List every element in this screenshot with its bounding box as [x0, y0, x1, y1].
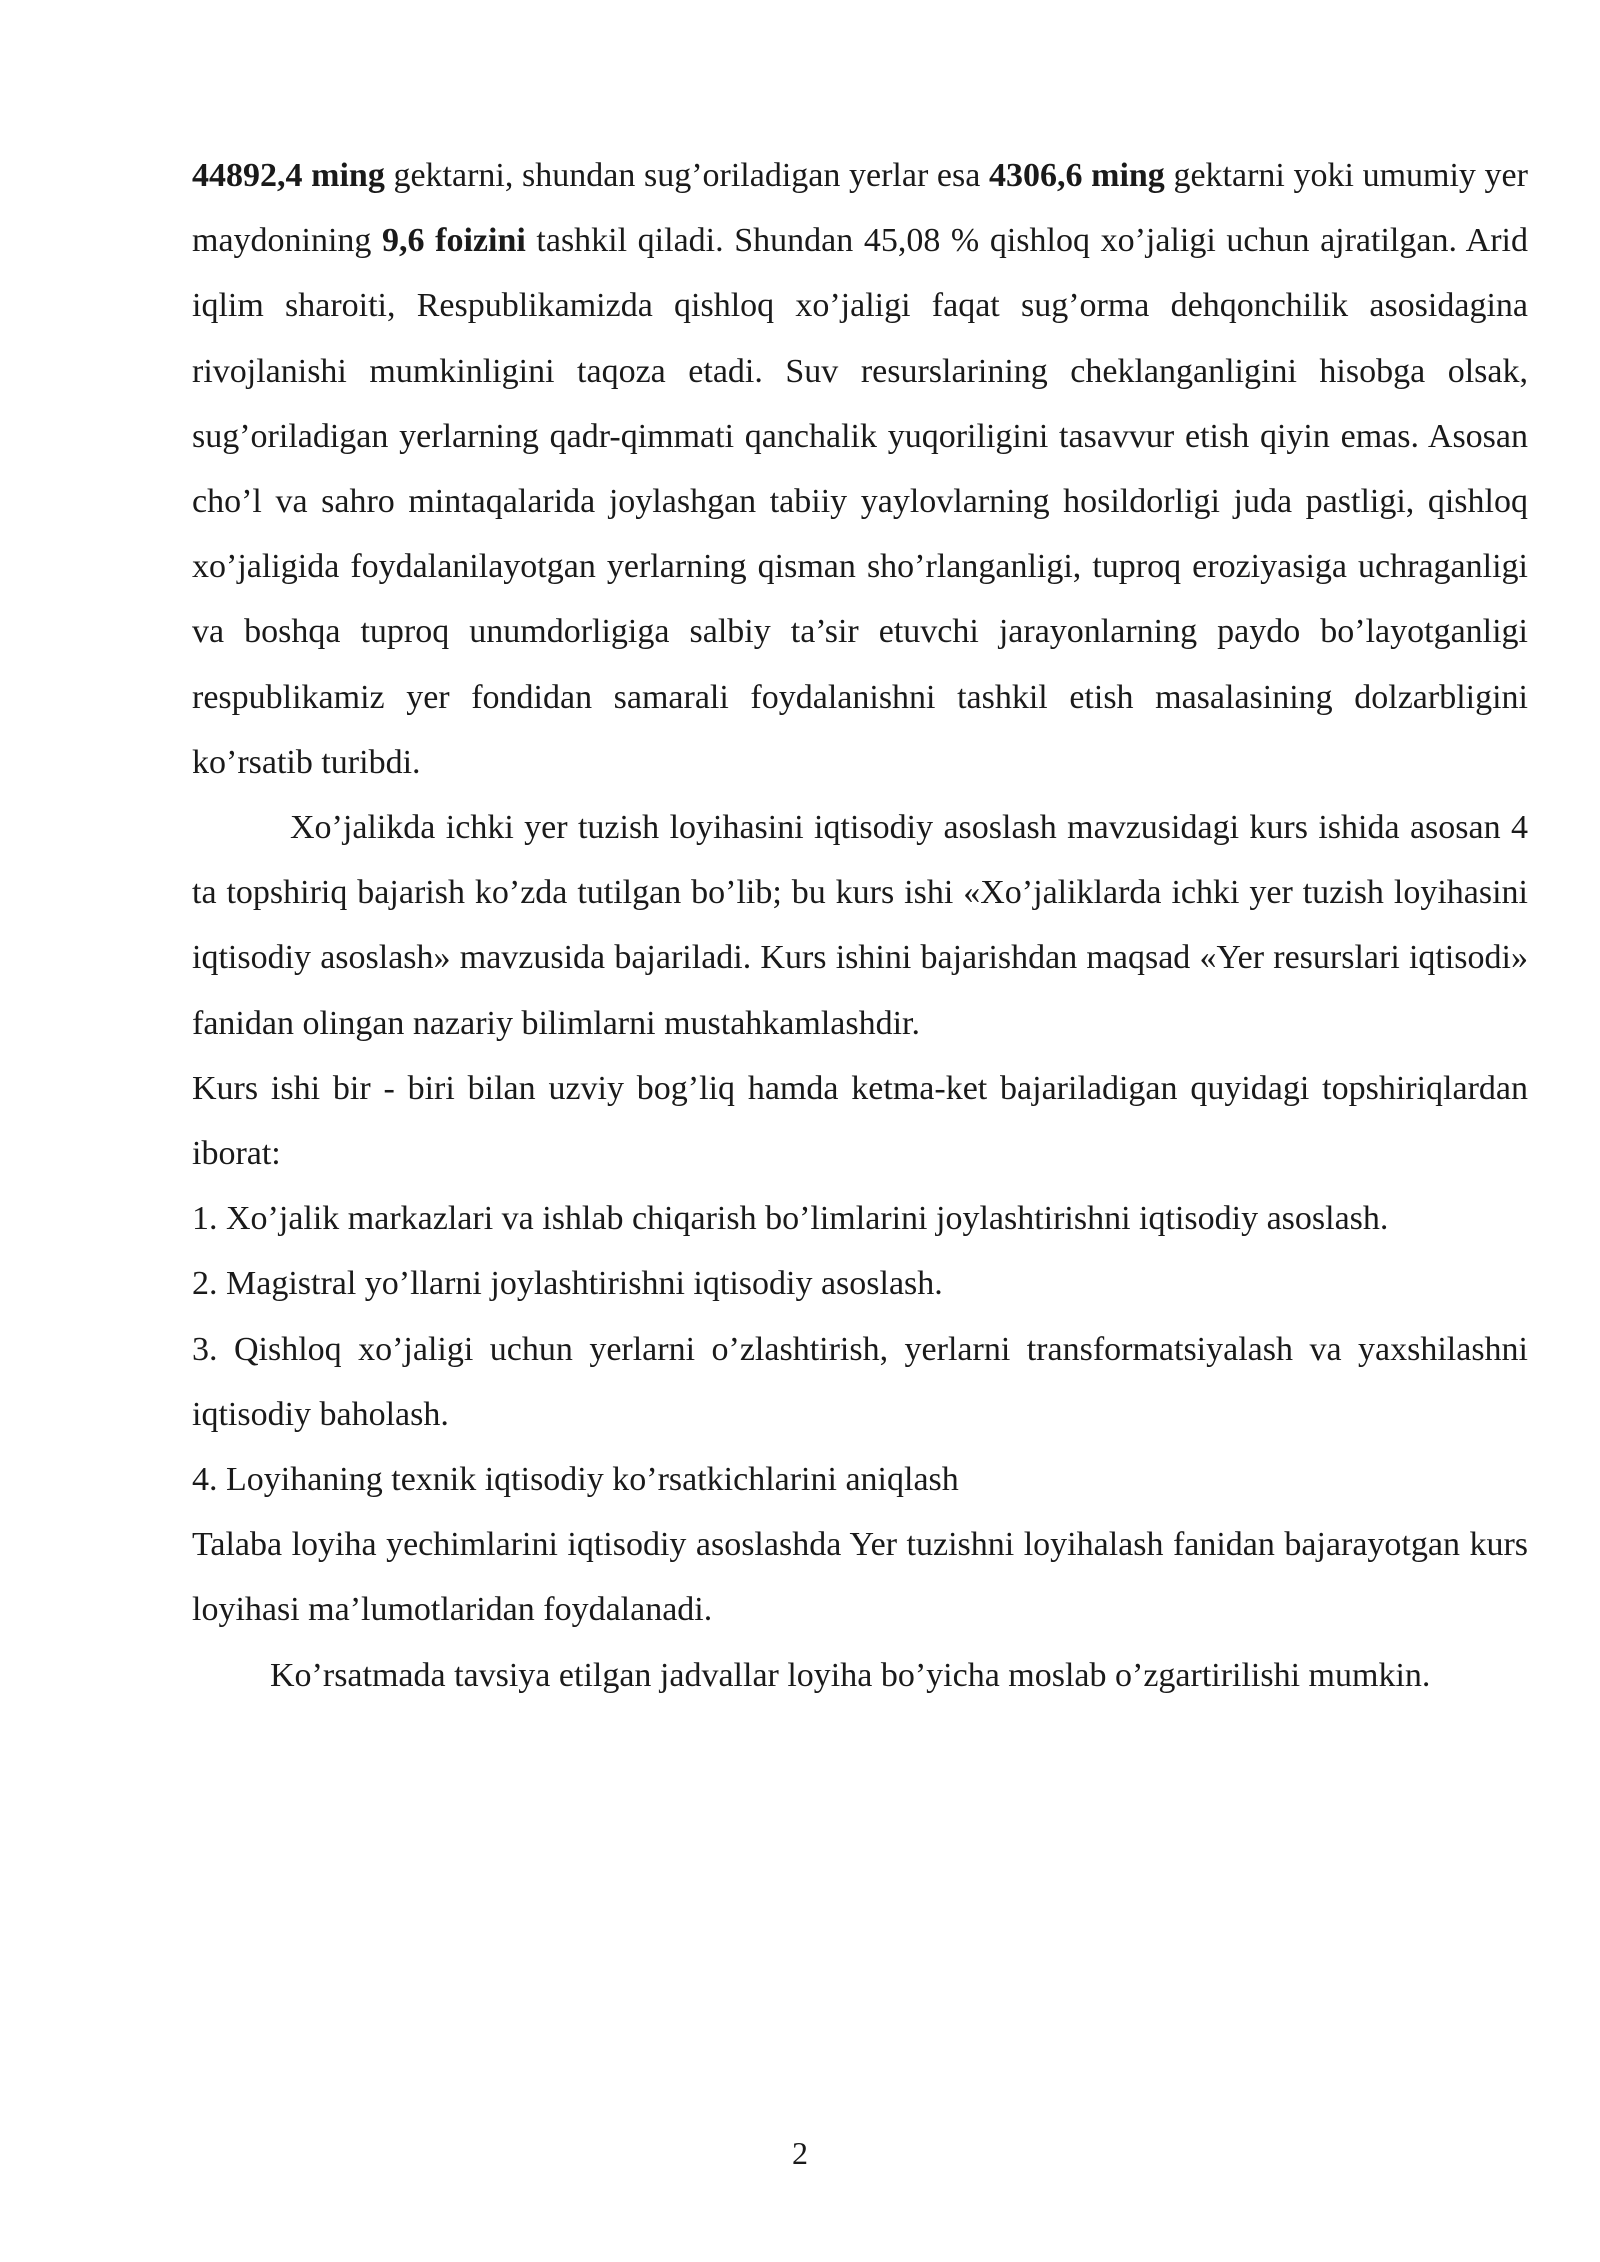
page-number: 2	[792, 2135, 808, 2171]
paragraph-tables-note: Ko’rsatmada tavsiya etilgan jadvallar loyiha bo’yicha moslab o’zgartirilishi mumkin.	[270, 1656, 1431, 1694]
list-item-task-1: 1. Xo’jalik markazlari va ishlab chiqarish bo’limlarini joylashtirishni iqtisodiy asoslash.	[192, 1200, 1389, 1238]
bold-percentage: 9,6 foizini	[382, 222, 526, 260]
paragraph-land-statistics	[192, 143, 1528, 795]
paragraph-text: tashkil qiladi. Shundan 45,08 % qishloq xo’jaligi uchun ajratilgan. Arid iqlim sharoiti, Respublikamizda qishloq xo’jaligi faqat sug’orma dehqonchilik asosidagina rivojlanishi mumkinligini taqoza etadi. Suv resurslarining cheklanganligini hisobga olsak, sug’oriladigan yerlarning qadr-qimmati qanchalik yuqoriligini tasavvur etish qiyin emas. Asosan cho’l va sahro mintaqalarida joylashgan tabiiy yaylovlarning hosildorligi juda pastligi, qishloq xo’jaligida foydalanilayotgan yerlarning qisman sho’rlanganligi, tuproq eroziyasiga uchraganligi va boshqa tuproq unumdorligiga salbiy ta’sir etuvchi jarayonlarning paydo bo’layotganligi respublikamiz yer fondidan samarali foydalanishni tashkil etish masalasining dolzarbligini ko’rsatib turibdi.	[192, 222, 1528, 781]
list-item-task-2: 2. Magistral yo’llarni joylashtirishni iqtisodiy asoslash.	[192, 1265, 943, 1303]
paragraph-text: gektarni yoki umumiy yer maydonining	[192, 157, 1528, 260]
paragraph-text: gektarni, shundan sug’oriladigan yerlar esa	[384, 157, 989, 194]
bold-total-area: 44892,4 ming	[192, 157, 385, 194]
paragraph-student-note: Talaba loyiha yechimlarini iqtisodiy asoslashda Yer tuzishni loyihalash fanidan bajarayotgan kurs loyihasi ma’lumotlaridan foydalanadi.	[192, 1526, 1528, 1629]
list-item-task-4: 4. Loyihaning texnik iqtisodiy ko’rsatkichlarini aniqlash	[192, 1461, 959, 1499]
list-item-task-3: 3. Qishloq xo’jaligi uchun yerlarni o’zlashtirish, yerlarni transformatsiyalash va yaxshilashni iqtisodiy baholash.	[192, 1330, 1528, 1433]
paragraph-course-overview: Xo’jalikda ichki yer tuzish loyihasini iqtisodiy asoslash mavzusidagi kurs ishida asosan 4 ta topshiriq bajarish ko’zda tutilgan bo’lib; bu kurs ishi «Xo’jaliklarda ichki yer tuzish loyihasini iqtisodiy asoslash» mavzusida bajariladi. Kurs ishini bajarishdan maqsad «Yer resurslari iqtisodi» fanidan olingan nazariy bilimlarni mustahkamlashdir.	[192, 809, 1528, 1042]
bold-irrigated-area: 4306,6 ming	[988, 157, 1165, 194]
document-page	[192, 143, 1528, 1708]
paragraph-tasks-intro: Kurs ishi bir - biri bilan uzviy bog’liq hamda ketma-ket bajariladigan quyidagi topshiriqlardan iborat:	[192, 1069, 1528, 1173]
